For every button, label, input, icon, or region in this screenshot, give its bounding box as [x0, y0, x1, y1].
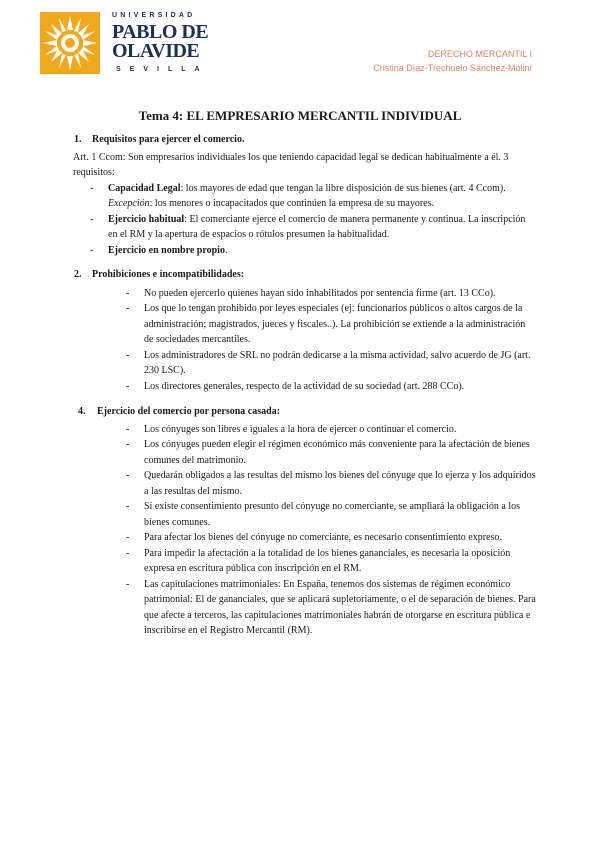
list-item — [74, 243, 536, 259]
course-name: DERECHO MERCANTIL I — [427, 49, 532, 59]
item-term: Capacidad Legal — [108, 182, 181, 194]
list-item: - Los cónyuges son libres e iguales a la hora de ejercer o continuar el comercio. — [74, 422, 536, 438]
item-term: Ejercicio en nombre propio — [108, 244, 225, 256]
section-heading-1 — [74, 132, 536, 148]
prohibitions-list — [74, 286, 536, 395]
logo-university-text: UNIVERSIDAD — [112, 12, 196, 19]
header-info — [373, 47, 532, 75]
list-item: - Las capitulaciones matrimoniales: En España, tenemos dos sistemas de régimen económico patrimonial: El de gananciales, que se aplicará supletoriamente, o el de separación de bienes. Para que afecte a terceros, las capitulaciones matrimoniales habrán de otorgarse en escritura pública e inscribirse en el Registro Mercantil (RM). — [74, 577, 536, 639]
page-title: Tema 4: EL EMPRESARIO MERCANTIL INDIVIDUAL — [138, 108, 462, 123]
list-item: - Para afectar los bienes del cónyuge no comerciante, es necesario consentimiento expreso. — [74, 530, 536, 546]
section-heading-4 — [74, 404, 536, 420]
list-item: - Los directores generales, respecto de la actividad de su sociedad (art. 288 CCo). — [74, 379, 536, 395]
section-intro: Art. 1 Ccom: Son empresarios individuales los que teniendo capacidad legal se dedican habitualmente a él. 3 requisitos: — [73, 151, 509, 178]
list-item: - Los cónyuges pueden elegir el régimen económico más conveniente para la afectación de bienes comunes del matrimonio. — [74, 437, 536, 468]
sunflower-logo-icon — [40, 12, 100, 74]
requirements-list — [74, 181, 536, 259]
married-person-list — [74, 422, 536, 639]
item-text: . — [224, 244, 228, 256]
logo-sevilla-text: SEVILLA — [116, 66, 209, 73]
section-title: Requisitos para ejercer el comercio. — [92, 134, 245, 145]
logo-wordmark — [112, 10, 216, 78]
section-heading-2 — [74, 267, 536, 283]
list-item: - Los administradores de SRL no podrán dedicarse a la misma actividad, salvo acuerdo de JG (art. 230 LSC). — [74, 348, 536, 379]
item-exception-term: Excepción — [108, 198, 150, 209]
section-number: 1. — [74, 134, 82, 145]
item-term: Ejercicio habitual — [108, 213, 185, 225]
item-exception-text: : los menores o incapacitados que continúen la empresa de su mayores. — [149, 198, 434, 209]
list-item — [74, 181, 536, 212]
logo-olavide-text: OLAVIDE — [112, 40, 200, 62]
university-logo — [40, 10, 216, 78]
list-item: - Para impedir la afectación a la totalidad de los bienes gananciales, es necesaria la oposición expresa en escritura pública con inscripción en el RM. — [74, 546, 536, 577]
author-name: Cristina Díaz-Trechuelo Sánchez-Moliní — [373, 63, 532, 73]
section-number: 4. — [78, 406, 86, 417]
section-title: Prohibiciones e incompatibilidades: — [92, 269, 245, 280]
item-text: : los mayores de edad que tengan la libre disposición de sus bienes (art. 4 Ccom). — [180, 182, 506, 194]
section-number: 2. — [74, 269, 82, 280]
document-body — [74, 132, 536, 639]
list-item: - Si existe consentimiento presunto del cónyuge no comerciante, se ampliará la obligación a los bienes comunes. — [74, 499, 536, 530]
list-item: - No pueden ejercerlo quienes hayan sido inhabilitados por sentencia firme (art. 13 CCo). — [74, 286, 536, 302]
list-item: - Los que lo tengan prohibido por leyes especiales (ej: funcionarios públicos o altos cargos de la administración; magistrados, jueces y fiscales..). La prohibición se extiende a la administración de sociedades mercantiles. — [74, 301, 536, 348]
list-item — [74, 212, 536, 243]
section-title: Ejercicio del comercio por persona casada: — [97, 406, 281, 417]
item-text: : El comerciante ejerce el comercio de manera permanente y continua. La inscripción en el RM y la apertura de espacios o rótulos presumen la habitualidad. — [108, 213, 526, 240]
logo-pablo-text: PABLO DE — [112, 21, 209, 43]
list-item: - Quedarán obligados a las resultas del mismo los bienes del cónyuge que lo ejerza y los adquiridos a las resultas del mismo. — [74, 468, 536, 499]
